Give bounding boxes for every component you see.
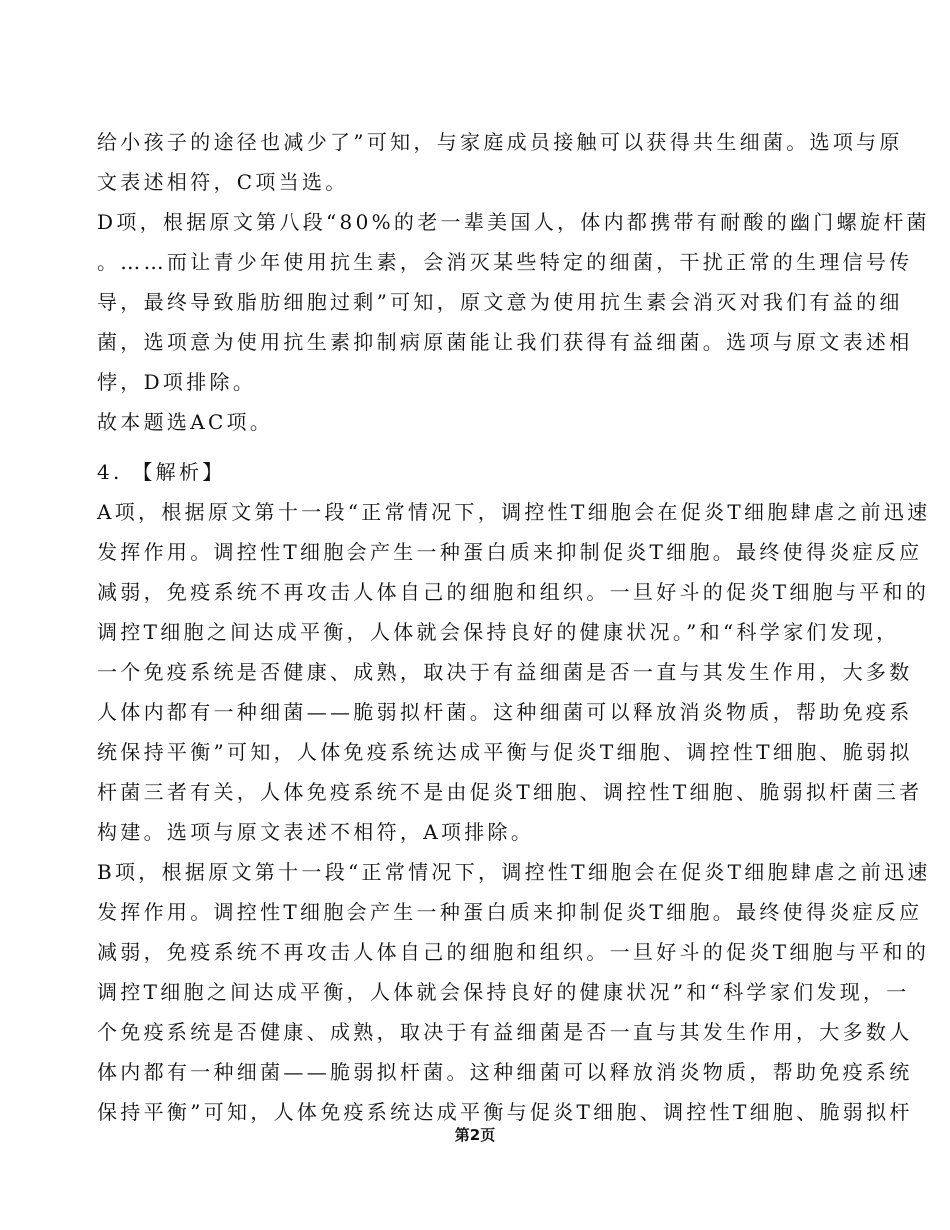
spacer xyxy=(97,442,872,452)
text-line: 个免疫系统是否健康、成熟，取决于有益细菌是否一直与其发生作用，大多数人 xyxy=(97,1020,913,1044)
text-line: 构建。选项与原文表述不相符，A项排除。 xyxy=(97,820,535,844)
text-line: 保持平衡”可知，人体免疫系统达成平衡与促炎T细胞、调控性T细胞、脆弱拟杆 xyxy=(97,1100,913,1124)
text-line: 导，最终导致脂肪细胞过剩”可知，原文意为使用抗生素会消灭对我们有益的细 xyxy=(97,290,903,314)
text-line: 调控T细胞之间达成平衡，人体就会保持良好的健康状况。”和“科学家们发现， xyxy=(97,620,900,644)
document-body xyxy=(97,122,931,1132)
text-line: 减弱，免疫系统不再攻击人体自己的细胞和组织。一旦好斗的促炎T细胞与平和的 xyxy=(97,580,930,604)
paragraph-option-b xyxy=(97,852,931,1132)
text-line: 给小孩子的途径也减少了”可知，与家庭成员接触可以获得共生细菌。选项与原 xyxy=(97,130,903,154)
paragraph-c-conclusion xyxy=(97,122,903,202)
text-line: 故本题选AC项。 xyxy=(97,410,274,434)
text-line: 统保持平衡”可知，人体免疫系统达成平衡与促炎T细胞、调控性T细胞、脆弱拟 xyxy=(97,740,913,764)
question-heading xyxy=(97,452,872,492)
text-line: 体内都有一种细菌——脆弱拟杆菌。这种细菌可以释放消炎物质，帮助免疫系统 xyxy=(97,1060,913,1084)
text-line: D项，根据原文第八段“80%的老一辈美国人，体内都携带有耐酸的幽门螺旋杆菌 xyxy=(97,210,930,234)
text-line: A项，根据原文第十一段“正常情况下，调控性T细胞会在促炎T细胞肆虐之前迅速 xyxy=(97,500,931,524)
text-line: 文表述相符，C项当选。 xyxy=(97,170,349,194)
page-number: 第2页 xyxy=(454,1126,496,1144)
text-line: 悖，D项排除。 xyxy=(97,370,257,394)
text-line: 发挥作用。调控性T细胞会产生一种蛋白质来抑制促炎T细胞。最终使得炎症反应 xyxy=(97,540,923,564)
text-line: 发挥作用。调控性T细胞会产生一种蛋白质来抑制促炎T细胞。最终使得炎症反应 xyxy=(97,900,923,924)
text-line: 人体内都有一种细菌——脆弱拟杆菌。这种细菌可以释放消炎物质，帮助免疫系 xyxy=(97,700,913,724)
text-line: 减弱，免疫系统不再攻击人体自己的细胞和组织。一旦好斗的促炎T细胞与平和的 xyxy=(97,940,930,964)
text-line: 杆菌三者有关，人体免疫系统不是由促炎T细胞、调控性T细胞、脆弱拟杆菌三者 xyxy=(97,780,923,804)
paragraph-option-a xyxy=(97,492,931,852)
paragraph-answer xyxy=(97,402,872,442)
text-line: 。……而让青少年使用抗生素，会消灭某些特定的细菌，干扰正常的生理信号传 xyxy=(97,250,913,274)
section-heading: 4. 【解析】 xyxy=(97,460,226,484)
text-line: 一个免疫系统是否健康、成熟，取决于有益细菌是否一直与其发生作用，大多数 xyxy=(97,660,913,684)
text-line: 菌，选项意为使用抗生素抑制病原菌能让我们获得有益细菌。选项与原文表述相 xyxy=(97,330,913,354)
paragraph-option-d xyxy=(97,202,930,402)
text-line: B项，根据原文第十一段“正常情况下，调控性T细胞会在促炎T细胞肆虐之前迅速 xyxy=(97,860,931,884)
text-line: 调控T细胞之间达成平衡，人体就会保持良好的健康状况”和“科学家们发现，一 xyxy=(97,980,910,1004)
